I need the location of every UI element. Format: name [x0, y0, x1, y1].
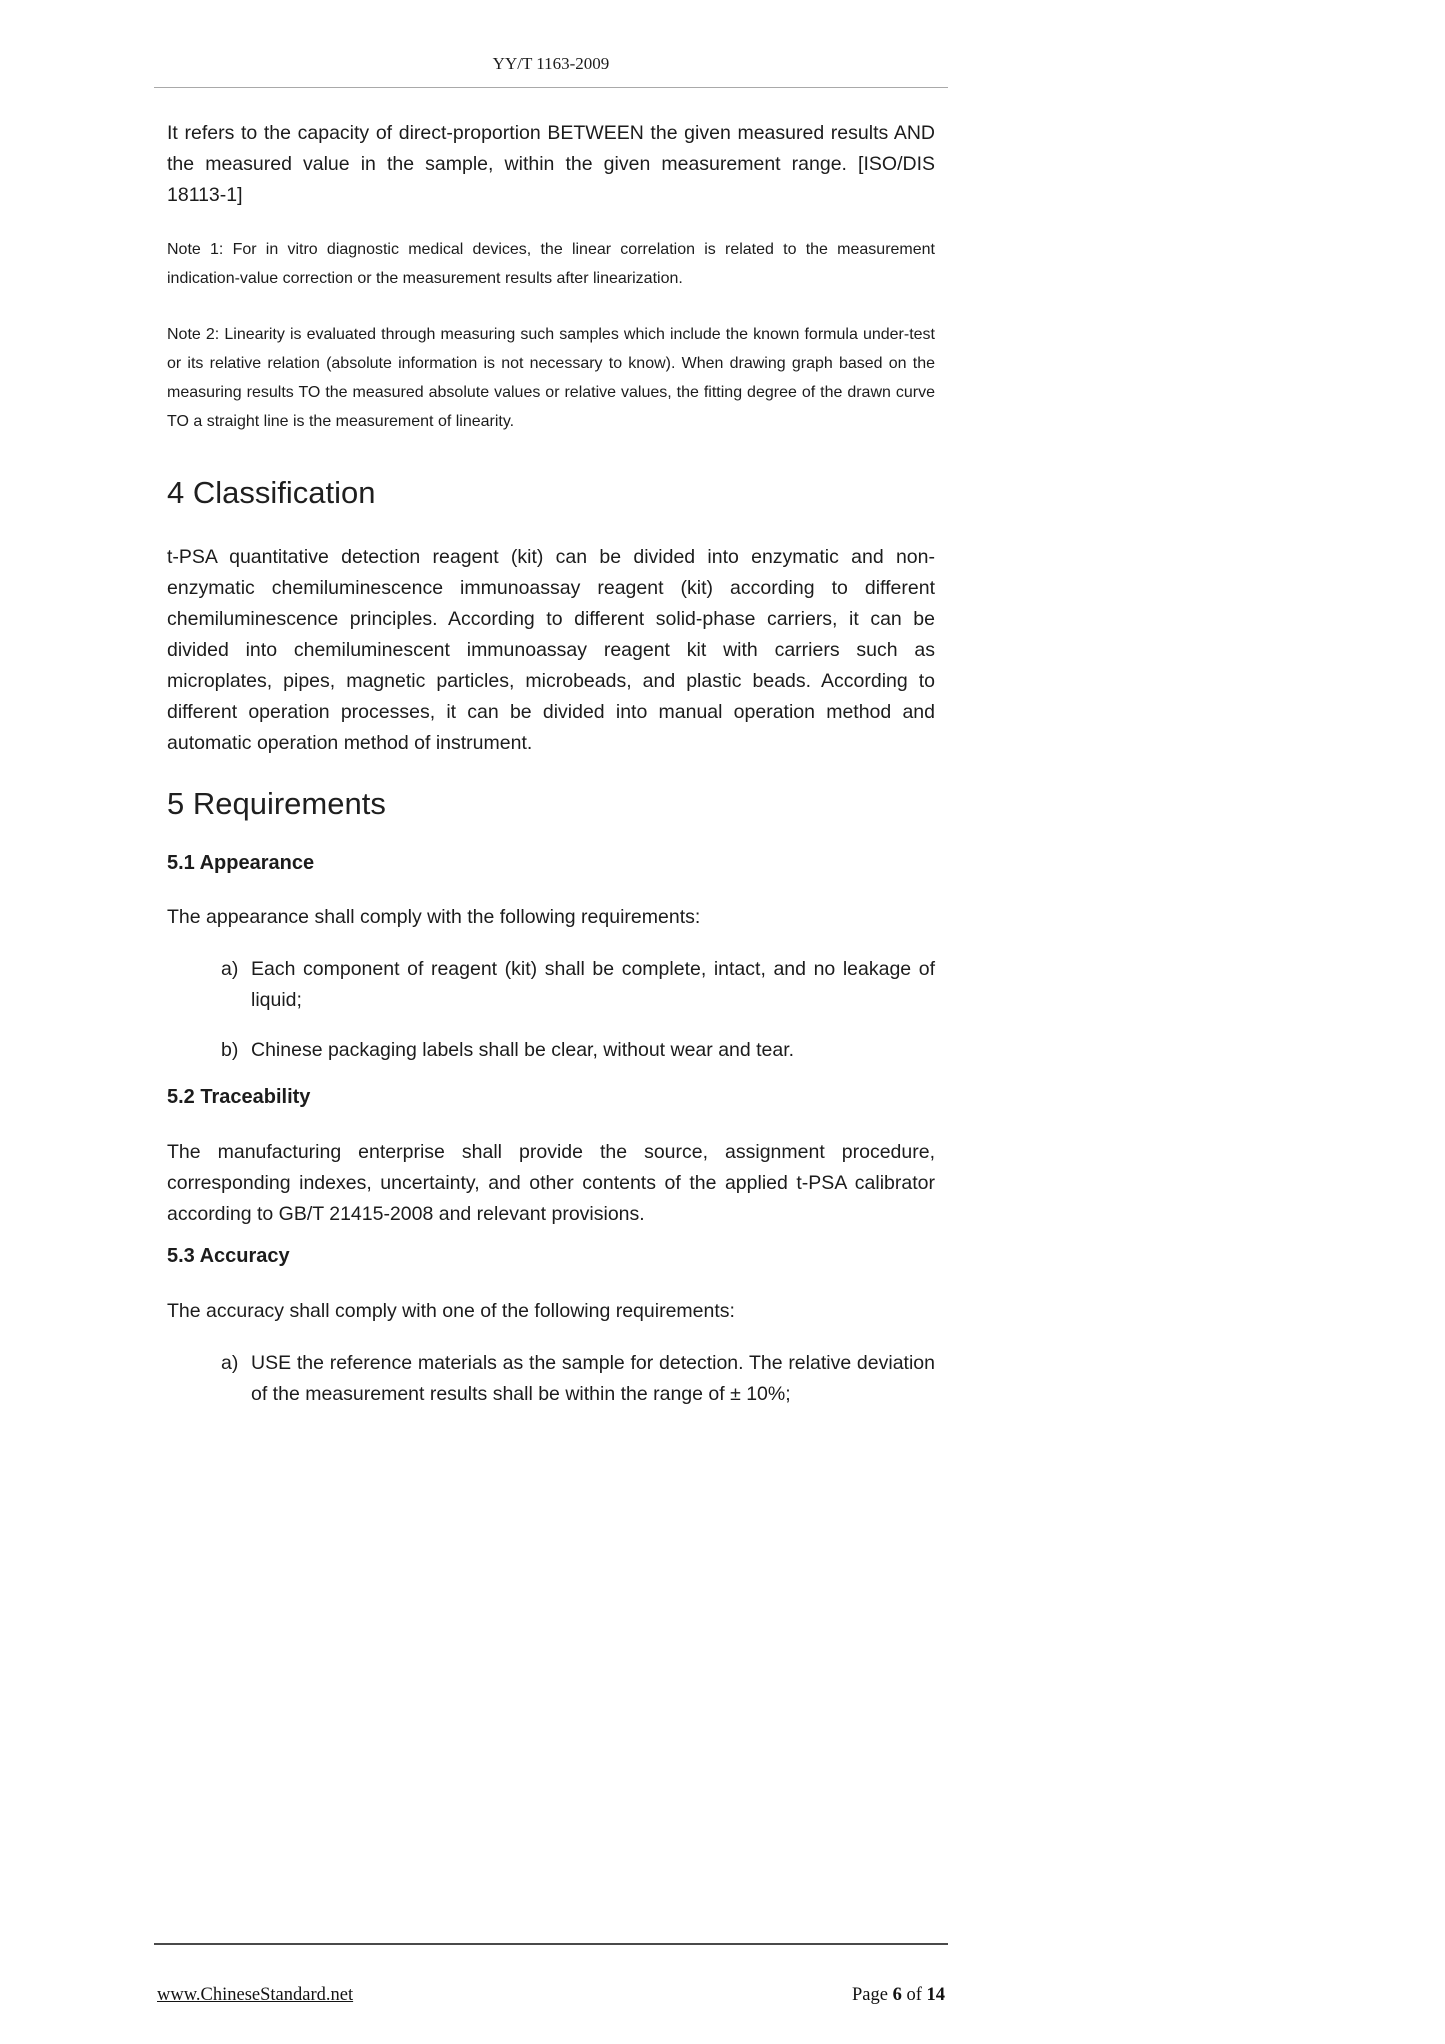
paragraph-appearance-lead: The appearance shall comply with the following requirements:	[167, 906, 701, 928]
list-item-label: a)	[221, 958, 239, 980]
subsection-heading-traceability: 5.2 Traceability	[167, 1086, 311, 1108]
section-heading-requirements: 5 Requirements	[167, 786, 386, 821]
list-item	[221, 954, 935, 1016]
list-item-label: b)	[221, 1039, 239, 1061]
section-heading-classification: 4 Classification	[167, 475, 376, 510]
total-pages: 14	[926, 1985, 945, 2005]
content-column	[154, 0, 948, 1410]
page-number: 6	[892, 1985, 902, 2005]
list-item-text: Each component of reagent (kit) shall be complete, intact, and no leakage of liquid;	[251, 958, 935, 1011]
paragraph-classification: t-PSA quantitative detection reagent (kit) can be divided into enzymatic and non-enzymatic chemiluminescence immunoassay reagent (kit) according to different chemiluminescence principles. According to different solid-phase carriers, it can be divided into chemiluminescent immunoassay reagent kit with carriers such as microplates, pipes, magnetic particles, microbeads, and plastic beads. According to different operation processes, it can be divided into manual operation method and automatic operation method of instrument.	[167, 546, 935, 754]
note-2: Note 2: Linearity is evaluated through measuring such samples which include the known formula under-test or its relative relation (absolute information is not necessary to know). When drawing graph based on the measuring results TO the measured absolute values or relative values, the fitting degree of the drawn curve TO a straight line is the measurement of linearity.	[167, 326, 935, 430]
paragraph-accuracy-lead: The accuracy shall comply with one of the following requirements:	[167, 1300, 735, 1322]
list-item	[221, 1348, 935, 1410]
page-word: Page	[851, 1985, 893, 2005]
header-doc-code: YY/T 1163-2009	[492, 54, 610, 73]
subsection-heading-appearance: 5.1 Appearance	[167, 852, 315, 874]
footer-rule	[154, 1943, 948, 1945]
list-item-label: a)	[221, 1352, 239, 1374]
page-footer	[154, 1943, 948, 2006]
page-indicator	[852, 1985, 945, 2006]
of-word: of	[901, 1985, 927, 2005]
list-item	[221, 1035, 935, 1066]
list-item-text: Chinese packaging labels shall be clear, without wear and tear.	[251, 1039, 795, 1061]
paragraph-linearity-definition: It refers to the capacity of direct-proportion BETWEEN the given measured results AND the measured value in the sample, within the given measurement range. [ISO/DIS 18113-1]	[167, 122, 935, 206]
note-1: Note 1: For in vitro diagnostic medical devices, the linear correlation is related to the measurement indication-value correction or the measurement results after linearization.	[167, 241, 935, 287]
header-rule	[154, 87, 948, 88]
list-item-text: USE the reference materials as the sample for detection. The relative deviation of the measurement results shall be within the range of ± 10%;	[251, 1352, 935, 1405]
footer-site-link[interactable]: www.ChineseStandard.net	[157, 1985, 354, 2005]
paragraph-traceability: The manufacturing enterprise shall provide the source, assignment procedure, corresponding indexes, uncertainty, and other contents of the applied t-PSA calibrator according to GB/T 21415-2008 and relevant provisions.	[167, 1141, 935, 1225]
footer-row	[154, 1985, 948, 2006]
subsection-heading-accuracy: 5.3 Accuracy	[167, 1245, 290, 1267]
